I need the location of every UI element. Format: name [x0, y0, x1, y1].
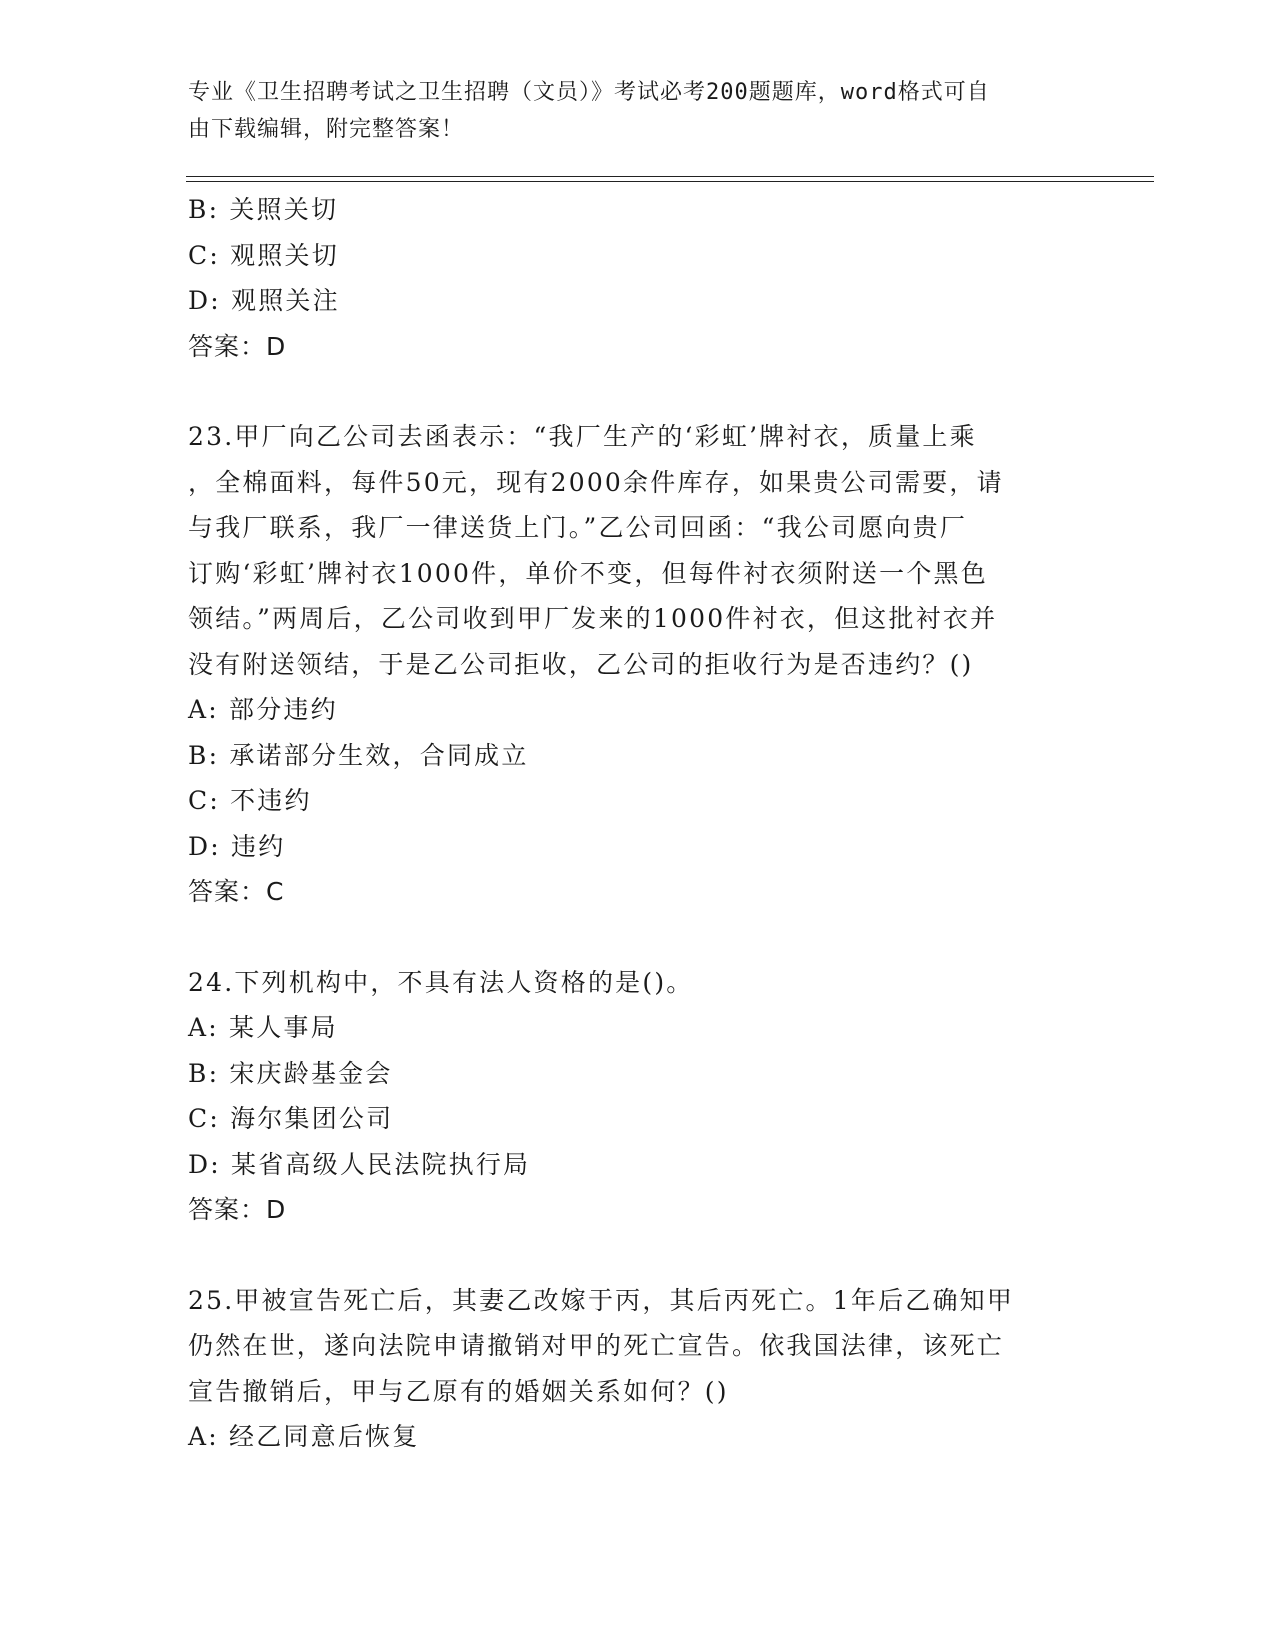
- option-d: D: 某省高级人民法院执行局: [188, 1149, 531, 1179]
- question-text-line: 订购‘彩虹’牌衬衣1000件，单价不变，但每件衬衣须附送一个黑色: [188, 558, 988, 588]
- option-d: D: 违约: [188, 831, 286, 861]
- question-text-line: 领结。”两周后，乙公司收到甲厂发来的1000件衬衣，但这批衬衣并: [188, 604, 998, 633]
- header-line-2: 由下载编辑，附完整答案！: [188, 117, 465, 142]
- option-c: C: 海尔集团公司: [188, 1104, 394, 1133]
- question-23: [188, 414, 1088, 915]
- option-a: A: 某人事局: [188, 1013, 338, 1042]
- question-text-line: 宣告撤销后，甲与乙原有的婚姻关系如何？(): [188, 1376, 729, 1406]
- option-a: A: 部分违约: [188, 695, 338, 724]
- document-header: [188, 74, 1068, 148]
- question-text-line: 与我厂联系，我厂一律送货上门。”乙公司回函：“我公司愿向贵厂: [188, 513, 968, 542]
- option-b: B: 宋庆龄基金会: [188, 1058, 393, 1088]
- answer-line: 答案：D: [188, 1195, 287, 1224]
- document-body: [188, 187, 1088, 1460]
- header-line-1: 专业《卫生招聘考试之卫生招聘（文员）》考试必考200题题库，word格式可自: [188, 80, 990, 105]
- question-24: [188, 960, 1088, 1233]
- question-22-tail: [188, 187, 1088, 369]
- question-text-line: 24.下列机构中，不具有法人资格的是()。: [188, 967, 694, 997]
- question-text-line: 25.甲被宣告死亡后，其妻乙改嫁于丙，其后丙死亡。1年后乙确知甲: [188, 1285, 1015, 1315]
- option-a: A: 经乙同意后恢复: [188, 1422, 420, 1451]
- answer-line: 答案：C: [188, 877, 285, 906]
- question-text-line: ，全棉面料，每件50元，现有2000余件库存，如果贵公司需要，请: [188, 467, 1004, 497]
- option-b: B: 关照关切: [188, 195, 339, 224]
- option-c: C: 观照关切: [188, 240, 339, 270]
- question-25: [188, 1278, 1088, 1460]
- question-text-line: 仍然在世，遂向法院申请撤销对甲的死亡宣告。依我国法律，该死亡: [188, 1331, 1005, 1360]
- answer-line: 答案：D: [188, 331, 287, 361]
- header-divider-bottom: [186, 181, 1154, 182]
- option-d: D: 观照关注: [188, 286, 340, 315]
- question-text-line: 没有附送领结，于是乙公司拒收，乙公司的拒收行为是否违约？(): [188, 649, 974, 679]
- header-divider-top: [186, 176, 1154, 177]
- option-b: B: 承诺部分生效，合同成立: [188, 740, 529, 770]
- question-text-line: 23.甲厂向乙公司去函表示：“我厂生产的‘彩虹’牌衬衣，质量上乘: [188, 422, 977, 451]
- option-c: C: 不违约: [188, 786, 312, 815]
